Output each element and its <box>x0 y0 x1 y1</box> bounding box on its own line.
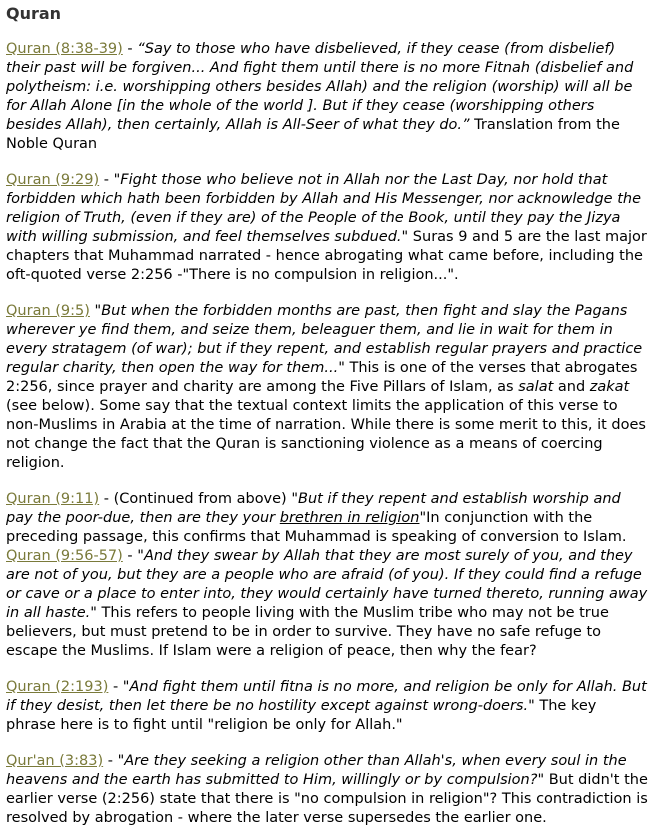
quran-3-83-link[interactable]: Qur'an (3:83) <box>6 753 104 769</box>
quran-8-38-link[interactable]: Quran (8:38-39) <box>6 41 123 57</box>
separator: - " <box>99 172 121 188</box>
quran-9-5-link[interactable]: Quran (9:5) <box>6 303 90 319</box>
entry-quran-8-38 <box>6 40 649 154</box>
separator: - <box>122 41 138 57</box>
verse-quote: And fight them until fitna is no more, and religion be only for Allah. But if they desist, then let there be no hostility except against wrong-doers. <box>6 679 647 714</box>
quran-9-29-link[interactable]: Quran (9:29) <box>6 172 100 188</box>
page-heading: Quran <box>6 4 62 23</box>
quran-9-56-57-link[interactable]: Quran (9:56-57) <box>6 548 123 564</box>
commentary: Translation from the Noble Quran <box>6 117 620 152</box>
commentary: " This refers to people living with the Muslim tribe who may not be true believers, but must pretend to be in order to survive. They have no safe refuge to escape the Muslims. If Islam were a religion of peace, then why the fear? <box>6 605 609 659</box>
separator: - (Continued from above) " <box>99 491 298 507</box>
underlined-phrase: brethren in religion <box>279 510 420 526</box>
commentary: " This is one of the verses that abrogates 2:256, since prayer and charity are among the Five Pillars of Islam, as <box>6 360 638 395</box>
entry-quran-9-5 <box>6 302 649 473</box>
entry-quran-9-11 <box>6 490 649 661</box>
commentary: "In conjunction with the preceding passage, this confirms that Muhammad is speaking of conversion to Islam. <box>6 510 627 545</box>
commentary: " But didn't the earlier verse (2:256) state that there is "no compulsion in religion"? This contradiction is resolved by abrogation - where the later verse supersedes the earlier one. <box>6 772 648 826</box>
entry-quran-2-193 <box>6 678 649 735</box>
verse-quote: Are they seeking a religion other than Allah's, when every soul in the heavens and the earth has submitted to Him, willingly or by compulsion? <box>6 753 627 788</box>
commentary: " The key phrase here is to fight until "religion be only for Allah." <box>6 698 597 733</box>
verse-quote: But when the forbidden months are past, then fight and slay the Pagans wherever ye find them, and seize them, beleaguer them, and lie in wait for them in every stratagem (of war); but if they repent, and establish regular prayers and practice regular charity, then open the way for them... <box>6 303 643 376</box>
term-salat: salat <box>518 379 554 395</box>
commentary: (see below). Some say that the textual context limits the application of this verse to non-Muslims in Arabia at the time of narration. While there is some merit to this, it does not change the fact that the Quran is sanctioning violence as a means of coercing religion. <box>6 398 646 471</box>
separator: - " <box>108 679 130 695</box>
verse-quote: But if they repent and establish worship and pay the poor-due, then are they your <box>6 491 621 526</box>
entry-quran-3-83 <box>6 752 649 828</box>
separator: " <box>89 303 102 319</box>
commentary: " Suras 9 and 5 are the last major chapters that Muhammad narrated - hence abrogating what came before, including the oft-quoted verse 2:256 -"There is no compulsion in religion...". <box>6 229 647 283</box>
quran-9-11-link[interactable]: Quran (9:11) <box>6 491 100 507</box>
verse-quote: And they swear by Allah that they are most surely of you, and they are not of you, but they are a people who are afraid (of you). If they could find a refuge or cave or a place to enter into, they would certainly have turned thereto, running away in all haste. <box>6 548 648 621</box>
separator: - " <box>122 548 144 564</box>
verse-quote: Fight those who believe not in Allah nor the Last Day, nor hold that forbidden which hath been forbidden by Allah and His Messenger, nor acknowledge the religion of Truth, (even if they are) of the People of the Book, until they pay the Jizya with willing submission, and feel themselves subdued. <box>6 172 642 245</box>
term-zakat: zakat <box>589 379 630 395</box>
commentary: and <box>553 379 590 395</box>
entry-quran-9-29 <box>6 171 649 285</box>
verse-quote: “Say to those who have disbelieved, if they cease (from disbelief) their past will be forgiven... And fight them until there is no more Fitnah (disbelief and polytheism: i.e. worshipping others besides Allah) and the religion (worship) will all be for Allah Alone [in the whole of the world ]. But if they cease (worshipping others besides Allah), then certainly, Allah is All-Seer of what they do.” <box>6 41 634 133</box>
separator: - " <box>103 753 125 769</box>
quran-2-193-link[interactable]: Quran (2:193) <box>6 679 109 695</box>
